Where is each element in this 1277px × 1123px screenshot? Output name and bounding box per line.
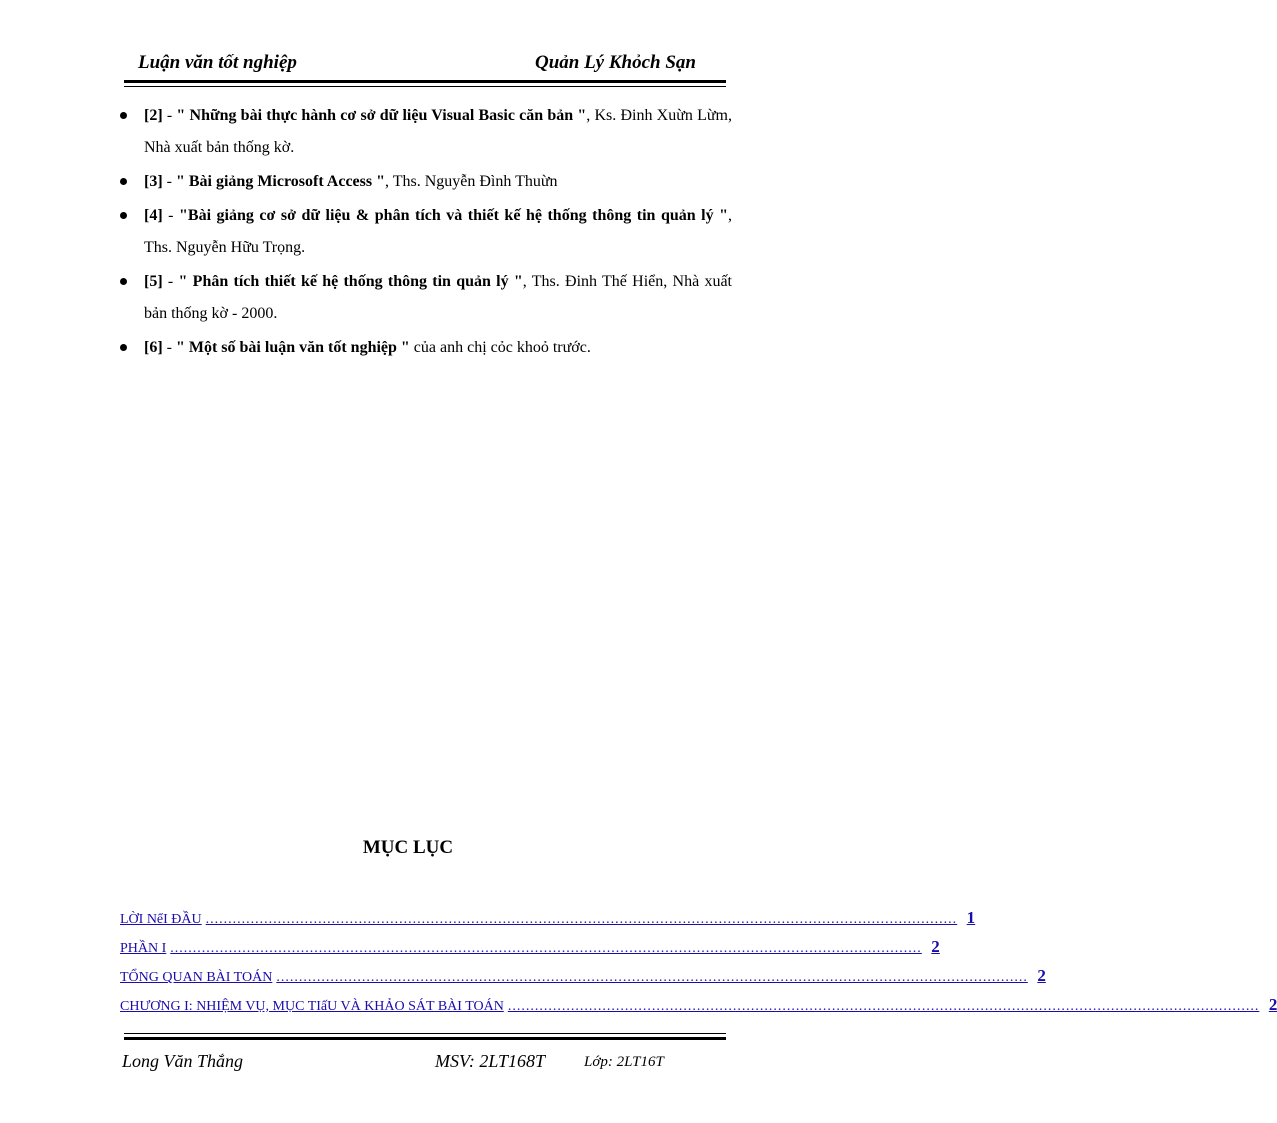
toc-title: MỤC LỤC — [362, 837, 454, 858]
toc-entry-label[interactable]: LỜI NểI ĐẦU — [120, 912, 202, 927]
toc-leader-dots: ....................................................................................................................................................................... — [507, 999, 1260, 1014]
reference-title: " Bài giảng Microsoft Access " — [175, 173, 385, 190]
bullet-icon — [120, 178, 127, 185]
reference-number: [6] — [144, 339, 163, 356]
toc-leader-dots: ....................................................................................................................................................................... — [170, 941, 922, 956]
reference-item — [120, 200, 732, 264]
toc-entry-page[interactable]: 2 — [931, 937, 940, 956]
reference-details: , Ths. Nguyễn Hữu Trọng. — [144, 207, 733, 256]
toc-leader-dots: ....................................................................................................................................................................... — [276, 970, 1028, 985]
toc-entry-page[interactable]: 1 — [966, 908, 976, 927]
reference-number: [2] — [144, 107, 163, 124]
reference-details: , Ks. Đinh Xuừn Lừm, Nhà xuất bản thống kờ. — [144, 107, 733, 156]
toc-entry[interactable] — [120, 995, 1277, 1024]
reference-separator: - — [162, 107, 177, 124]
bullet-icon — [120, 112, 127, 119]
toc-leader-dots: ....................................................................................................................................................................... — [205, 912, 958, 927]
footer-author: Long Văn Thắng — [122, 1051, 244, 1071]
footer-rule-thick — [124, 1037, 726, 1040]
reference-list — [120, 100, 732, 366]
footer-rule-thin — [124, 1033, 726, 1034]
toc-entry[interactable] — [120, 937, 940, 966]
reference-separator: - — [162, 339, 176, 356]
reference-separator: - — [162, 173, 176, 190]
toc-entry-page[interactable]: 2 — [1268, 995, 1277, 1014]
reference-item — [120, 100, 732, 164]
header-rule-thick — [124, 80, 726, 83]
reference-number: [4] — [144, 207, 163, 224]
footer-student-id: MSV: 2LT168T — [435, 1051, 545, 1071]
toc-entry-label[interactable]: TỔNG QUAN BÀI TOÁN — [120, 970, 273, 985]
header-rule-thin — [124, 86, 726, 87]
reference-item — [120, 332, 732, 364]
header-left-title: Luận văn tốt nghiệp — [138, 52, 297, 73]
reference-separator: - — [162, 273, 179, 290]
reference-details: của anh chị cỏc khoỏ trước. — [409, 339, 591, 356]
footer-class: Lớp: 2LT16T — [584, 1054, 664, 1070]
reference-number: [3] — [144, 173, 163, 190]
reference-details: , Ths. Đinh Thế Hiển, Nhà xuất bản thống kờ - 2000. — [144, 273, 733, 322]
reference-title: " Phân tích thiết kế hệ thống thông tin quản lý " — [178, 273, 523, 290]
reference-item — [120, 166, 732, 198]
toc-entry-label[interactable]: CHƯƠNG I: NHIỆM VỤ, MỤC TIấU VÀ KHẢO SÁT BÀI TOÁN — [120, 999, 504, 1014]
bullet-icon — [120, 212, 127, 219]
reference-details: , Ths. Nguyễn Đình Thuừn — [384, 173, 558, 190]
reference-title: " Những bài thực hành cơ sở dữ liệu Visual Basic căn bản " — [176, 107, 587, 124]
toc-entry-label[interactable]: PHẦN I — [120, 941, 167, 956]
reference-title: "Bài giảng cơ sở dữ liệu & phân tích và thiết kế hệ thống thông tin quản lý " — [179, 207, 729, 224]
bullet-icon — [120, 344, 127, 351]
reference-number: [5] — [144, 273, 163, 290]
toc-entry-page[interactable]: 2 — [1037, 966, 1046, 985]
reference-separator: - — [162, 207, 180, 224]
header-right-title: Quản Lý Khỏch Sạn — [534, 52, 696, 73]
reference-title: " Một số bài luận văn tốt nghiệp " — [175, 339, 410, 356]
reference-item — [120, 266, 732, 330]
bullet-icon — [120, 278, 127, 285]
toc-entry[interactable] — [120, 966, 1046, 995]
toc-entry[interactable] — [120, 908, 976, 937]
table-of-contents — [120, 908, 1277, 1024]
